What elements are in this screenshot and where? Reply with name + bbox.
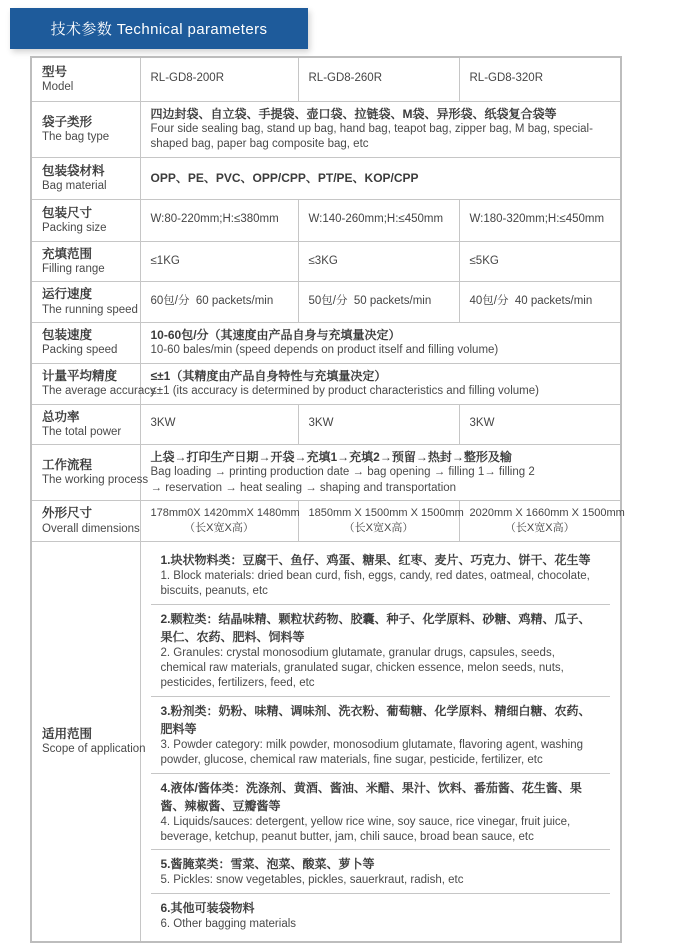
- row-label-bag-type-zh: 袋子类形: [42, 114, 93, 129]
- row-label-filling-range-en: Filling range: [42, 262, 105, 275]
- row-label-scope-of-application: [31, 542, 146, 943]
- working-process-value-en-1: Bag loading → printing production date → bag opening → filling 1→ filling 2: [150, 465, 535, 478]
- row-label-bag-material-en: Bag material: [42, 179, 107, 192]
- model-value-2: RL-GD8-260R: [298, 57, 459, 101]
- scope-item-5-en: 5. Pickles: snow vegetables, pickles, sauerkraut, radish, etc: [160, 874, 464, 887]
- row-label-overall-dimensions-en: Overall dimensions: [42, 522, 140, 535]
- scope-item-block-materials: [151, 546, 611, 604]
- packing-size-value-2: W:140-260mm;H:≤450mm: [298, 199, 459, 241]
- dimensions-value-3: [459, 501, 625, 542]
- row-label-total-power-en: The total power: [42, 425, 122, 438]
- row-label-packing-size-en: Packing size: [42, 221, 107, 234]
- dimensions-value-2: [298, 501, 464, 542]
- row-label-packing-size: [31, 199, 140, 241]
- scope-item-powder: [151, 696, 611, 773]
- row-label-bag-type-en: The bag type: [42, 130, 110, 143]
- running-speed-value-2: 50包/分 50 packets/min: [298, 281, 459, 322]
- dimensions-value-3-lwh: （长X宽X高）: [504, 522, 575, 535]
- row-label-total-power: [31, 404, 140, 444]
- average-accuracy-value-en: ≤±1 (its accuracy is determined by product characteristics and filling volume): [150, 384, 539, 397]
- table-row-total-power: [31, 404, 621, 444]
- working-process-value-zh: 上袋→打印生产日期→开袋→充填1→充填2→预留→热封→整形及输: [150, 449, 512, 464]
- dimensions-value-1: [140, 501, 298, 542]
- scope-item-6-en: 6. Other bagging materials: [160, 918, 297, 931]
- scope-item-1-zh: 1.块状物料类：豆腐干、鱼仔、鸡蛋、糖果、红枣、麦片、巧克力、饼干、花生等: [160, 553, 591, 568]
- table-row-working-process: [31, 444, 621, 500]
- row-label-filling-range: [31, 241, 140, 281]
- row-label-total-power-zh: 总功率: [42, 409, 80, 424]
- scope-item-pickles: [151, 849, 611, 893]
- row-label-filling-range-zh: 充填范围: [42, 246, 93, 261]
- dimensions-value-3-size: 2020mm X 1660mm X 1500mm: [469, 507, 625, 520]
- row-label-packing-speed-en: Packing speed: [42, 344, 118, 357]
- dimensions-value-2-size: 1850mm X 1500mm X 1500mm: [308, 507, 464, 520]
- table-row-average-accuracy: [31, 363, 621, 404]
- scope-item-1-en: 1. Block materials: dried bean curd, fish, eggs, candy, red dates, oatmeal, chocolate, biscuits, peanuts, etc: [160, 570, 590, 597]
- table-row-bag-type: [31, 101, 621, 157]
- row-label-bag-material: [31, 157, 140, 199]
- working-process-value-en-2: → reservation → heat sealing → shaping and transportation: [150, 481, 457, 494]
- row-label-working-process: [31, 444, 149, 500]
- row-label-running-speed-en: The running speed: [42, 303, 138, 316]
- row-label-model-en: Model: [42, 80, 74, 93]
- row-label-overall-dimensions-zh: 外形尺寸: [42, 506, 93, 521]
- row-label-running-speed: [31, 281, 140, 322]
- dimensions-value-2-lwh: （长X宽X高）: [343, 522, 414, 535]
- table-row-bag-material: [31, 157, 621, 199]
- dimensions-value-1-lwh: （长X宽X高）: [184, 522, 254, 535]
- page-title: 技术参数 Technical parameters: [50, 21, 268, 38]
- filling-range-value-3: ≤5KG: [459, 241, 621, 281]
- model-value-3: RL-GD8-320R: [459, 57, 621, 101]
- table-row-overall-dimensions: [31, 501, 621, 542]
- scope-item-other-materials: [151, 893, 611, 937]
- bag-type-value-en: Four side sealing bag, stand up bag, hand bag, teapot bag, zipper bag, M bag, special-shaped bag, paper bag composite bag, etc: [150, 122, 593, 151]
- scope-item-5-zh: 5.酱腌菜类：雪菜、泡菜、酸菜、萝卜等: [160, 857, 375, 872]
- row-label-packing-size-zh: 包装尺寸: [42, 205, 93, 220]
- working-process-value: [140, 444, 621, 500]
- running-speed-value-1: 60包/分 60 packets/min: [140, 281, 298, 322]
- total-power-value-3: 3KW: [459, 404, 621, 444]
- row-label-scope-of-application-en: Scope of application: [42, 743, 146, 756]
- scope-item-6-zh: 6.其他可装袋物料: [160, 901, 255, 916]
- technical-parameters-table: [30, 56, 625, 943]
- bag-type-value: [140, 101, 621, 157]
- row-label-model-zh: 型号: [42, 64, 68, 79]
- row-label-model: [31, 57, 140, 101]
- row-label-overall-dimensions: [31, 501, 140, 542]
- bag-type-value-zh: 四边封袋、自立袋、手提袋、壶口袋、拉链袋、M袋、异形袋、纸袋复合袋等: [150, 106, 557, 121]
- table-row-packing-size: [31, 199, 621, 241]
- table-row-packing-speed: [31, 322, 621, 363]
- scope-item-2-en: 2. Granules: crystal monosodium glutamate, granular drugs, capsules, seeds, chemical raw materials, granulated sugar, chicken essence, melon seeds, nuts, pesticides, fertilizers, feed, etc: [160, 646, 564, 689]
- row-label-bag-material-zh: 包装袋材料: [42, 163, 105, 178]
- average-accuracy-value-zh: ≤±1（其精度由产品自身特性与充填量决定）: [150, 368, 387, 383]
- row-label-packing-speed-zh: 包装速度: [42, 328, 93, 343]
- page-title-banner: [10, 8, 308, 49]
- row-label-average-accuracy: [31, 363, 156, 404]
- packing-speed-value-zh: 10-60包/分（其速度由产品自身与充填量决定）: [150, 327, 401, 342]
- row-label-average-accuracy-zh: 计量平均精度: [42, 369, 118, 384]
- row-label-working-process-en: The working process: [42, 474, 149, 487]
- scope-item-4-zh: 4.液体/酱体类：洗涤剂、黄酒、酱油、米醋、果汁、饮料、番茄酱、花生酱、果酱、辣椒酱、豆瓣酱等: [160, 780, 582, 813]
- packing-size-value-3: W:180-320mm;H:≤450mm: [459, 199, 621, 241]
- filling-range-value-1: ≤1KG: [140, 241, 298, 281]
- scope-item-3-zh: 3.粉剂类：奶粉、味精、调味剂、洗衣粉、葡萄糖、化学原料、精细白糖、农药、肥料等: [160, 703, 591, 736]
- packing-speed-value: [140, 322, 621, 363]
- table-row-running-speed: [31, 281, 621, 322]
- scope-of-application-cell: [140, 542, 621, 943]
- row-label-running-speed-zh: 运行速度: [42, 287, 93, 302]
- bag-material-value: [140, 157, 621, 199]
- bag-material-value-text: OPP、PE、PVC、OPP/CPP、PT/PE、KOP/CPP: [150, 171, 419, 186]
- running-speed-value-3: 40包/分 40 packets/min: [459, 281, 621, 322]
- table-row-model: [31, 57, 621, 101]
- row-label-scope-of-application-zh: 适用范围: [42, 727, 93, 742]
- row-label-packing-speed: [31, 322, 140, 363]
- scope-item-liquids-sauces: [151, 773, 611, 850]
- total-power-value-2: 3KW: [298, 404, 459, 444]
- model-value-1: RL-GD8-200R: [140, 57, 298, 101]
- table-row-scope-of-application: [31, 542, 621, 943]
- scope-item-2-zh: 2.颗粒类：结晶味精、颗粒状药物、胶囊、种子、化学原料、砂糖、鸡精、瓜子、果仁、农药、肥料、饲料等: [160, 611, 591, 644]
- scope-item-4-en: 4. Liquids/sauces: detergent, yellow rice wine, soy sauce, rice vinegar, fruit juice, beverage, ketchup, peanut butter, jam, chili sauce, broad bean sauce, etc: [160, 815, 571, 843]
- scope-item-3-en: 3. Powder category: milk powder, monosodium glutamate, flavoring agent, washing powder, glucose, chemical raw materials, fine sugar, pesticide, fertilizer, etc: [160, 738, 584, 766]
- scope-item-granules: [151, 604, 611, 696]
- row-label-working-process-zh: 工作流程: [42, 457, 93, 472]
- dimensions-value-1-size: 178mm0X 1420mmX 1480mm: [150, 507, 300, 520]
- total-power-value-1: 3KW: [140, 404, 298, 444]
- packing-size-value-1: W:80-220mm;H:≤380mm: [140, 199, 298, 241]
- filling-range-value-2: ≤3KG: [298, 241, 459, 281]
- row-label-average-accuracy-en: The average accuracy: [42, 385, 156, 398]
- table-row-filling-range: [31, 241, 621, 281]
- packing-speed-value-en: 10-60 bales/min (speed depends on product itself and filling volume): [150, 344, 499, 357]
- average-accuracy-value: [140, 363, 621, 404]
- row-label-bag-type: [31, 101, 140, 157]
